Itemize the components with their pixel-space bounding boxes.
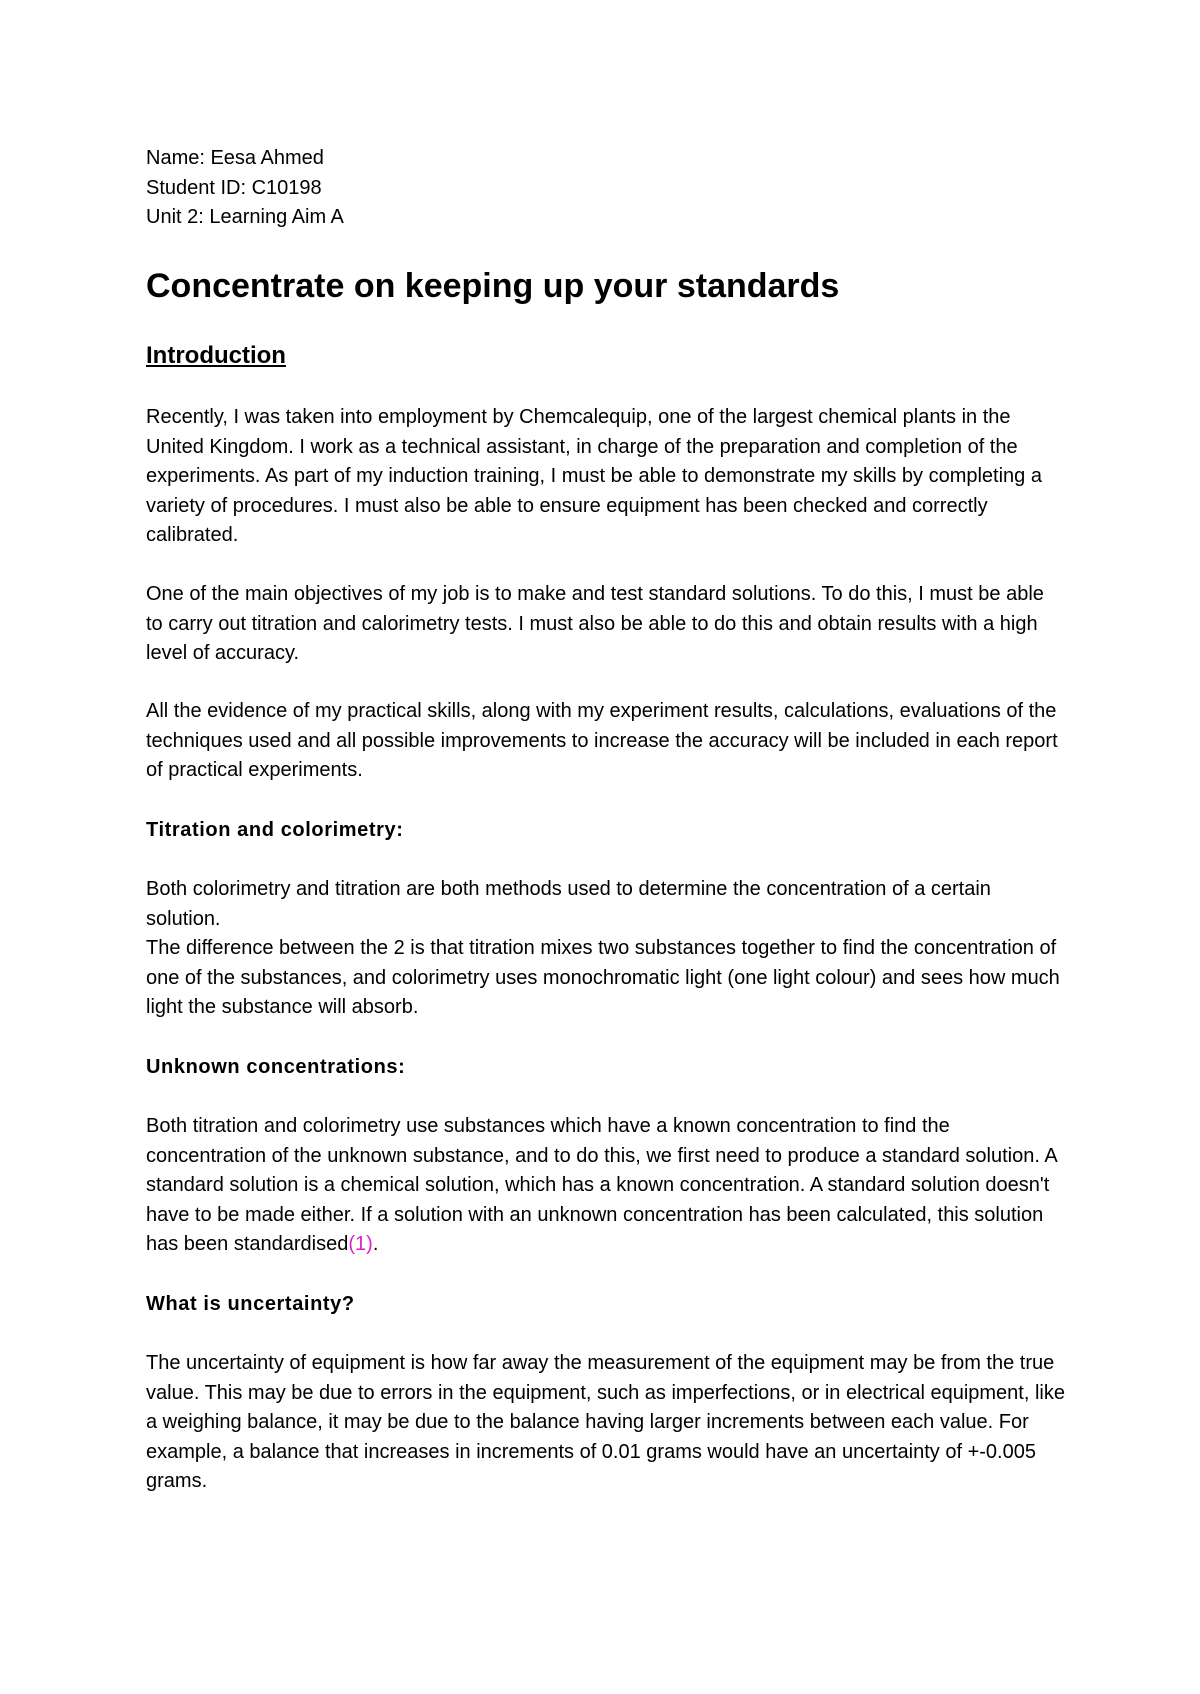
intro-paragraph-1: Recently, I was taken into employment by Chemcalequip, one of the largest chemical plants in the United Kingdom. I work as a technical assistant, in charge of the preparation and completion of the experiments. As part of my induction training, I must be able to demonstrate my skills by completing a variety of procedures. I must also be able to ensure equipment has been checked and correctly calibrated. (146, 406, 1042, 546)
intro-paragraph-3: All the evidence of my practical skills, along with my experiment results, calculations, evaluations of the techniques used and all possible improvements to increase the accuracy will be included in each report of practical experiments. (146, 700, 1058, 781)
reference-link[interactable]: (1) (348, 1233, 373, 1255)
titration-paragraph-1: Both colorimetry and titration are both methods used to determine the concentration of a certain solution. (146, 878, 991, 930)
unknown-heading: Unknown concentrations: (146, 1056, 406, 1078)
titration-section (146, 875, 1066, 1023)
unknown-text: Both titration and colorimetry use substances which have a known concentration to find the concentration of the unknown substance, and to do this, we first need to produce a standard solution. A standard solution is a chemical solution, which has a known concentration. A standard solution doesn't have to be made either. If a solution with an unknown concentration has been calculated, this solution has been standardised (146, 1115, 1057, 1255)
intro-paragraph-2: One of the main objectives of my job is to make and test standard solutions. To do this, I must be able to carry out titration and calorimetry tests. I must also be able to do this and obtain results with a high level of accuracy. (146, 583, 1044, 664)
uncertainty-heading: What is uncertainty? (146, 1293, 355, 1315)
unknown-paragraph (146, 1112, 1066, 1260)
unit-label: Unit 2: Learning Aim A (146, 206, 344, 228)
titration-heading: Titration and colorimetry: (146, 819, 404, 841)
titration-paragraph-2: The difference between the 2 is that titration mixes two substances together to find the concentration of one of the substances, and colorimetry uses monochromatic light (one light colour) and sees how much light the substance will absorb. (146, 937, 1060, 1018)
page-title: Concentrate on keeping up your standards (146, 267, 840, 305)
student-id: Student ID: C10198 (146, 176, 322, 199)
header-info (146, 144, 1086, 233)
introduction-heading: Introduction (146, 342, 286, 369)
student-name: Name: Eesa Ahmed (146, 147, 324, 169)
uncertainty-paragraph: The uncertainty of equipment is how far away the measurement of the equipment may be from the true value. This may be due to errors in the equipment, such as imperfections, or in electrical equipment, like a weighing balance, it may be due to the balance having larger increments between each value. For example, a balance that increases in increments of 0.01 grams would have an uncertainty of +-0.005 grams. (146, 1352, 1065, 1492)
period: . (372, 1233, 379, 1255)
